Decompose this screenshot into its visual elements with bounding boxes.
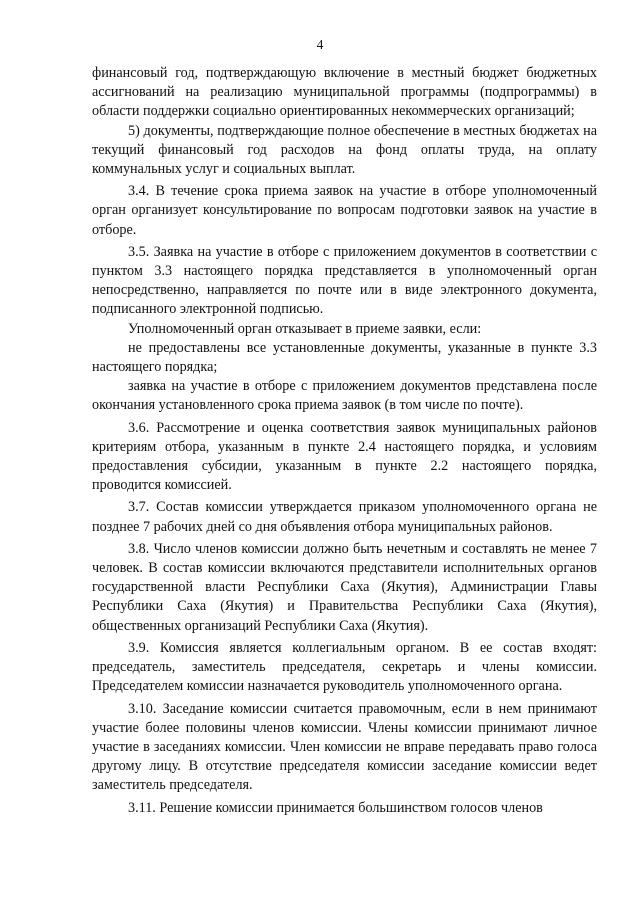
paragraph-3-10: 3.10. Заседание комиссии считается правомочным, если в нем принимают участие более половины членов комиссии. Члены комиссии принимают личное участие в заседаниях комиссии. Член комиссии не вправе передавать право голоса другому лицу. В отсутствие председателя комиссии заседание комиссии ведет заместитель председателя. [92,700,597,794]
page-number: 4 [316,37,324,52]
paragraph-3-9: 3.9. Комиссия является коллегиальным органом. В ее состав входят: председатель, заместитель председателя, секретарь и члены комиссии. Председателем комиссии назначается руководитель уполномоченного органа. [92,639,597,695]
paragraph-refusal-reason-1: не предоставлены все установленные документы, указанные в пункте 3.3 настоящего порядка; [92,339,597,376]
paragraph-refusal-intro: Уполномоченный орган отказывает в приеме заявки, если: [128,320,482,337]
paragraph-3-11: 3.11. Решение комиссии принимается большинством голосов членов [128,799,543,816]
paragraph-continuation: финансовый год, подтверждающую включение в местный бюджет бюджетных ассигнований на реализацию муниципальной программы (подпрограммы) в области поддержки социально ориентированных некоммерческих организаций; [92,65,597,120]
document-body [92,64,597,818]
paragraph-3-8: 3.8. Число членов комиссии должно быть нечетным и составлять не менее 7 человек. В состав комиссии включаются представители исполнительных органов государственной власти Республики Саха (Якутия), Администрации Главы Республики Саха (Якутия) и Правительства Республики Саха (Якутия), общественных организаций Республики Саха (Якутия). [92,540,597,634]
paragraph-item-5: 5) документы, подтверждающие полное обеспечение в местных бюджетах на текущий финансовый год расходов на фонд оплаты труда, на оплату коммунальных услуг и социальных выплат. [92,122,597,178]
paragraph-3-5: 3.5. Заявка на участие в отборе с приложением документов в соответствии с пунктом 3.3 настоящего порядка представляется в уполномоченный орган непосредственно, направляется по почте или в виде электронного документа, подписанного электронной подписью. [92,243,597,318]
paragraph-3-7: 3.7. Состав комиссии утверждается приказом уполномоченного органа не позднее 7 рабочих дней со дня объявления отбора муниципальных районов. [92,499,597,535]
paragraph-refusal-reason-2: заявка на участие в отборе с приложением документов представлена после окончания установленного срока приема заявок (в том числе по почте). [92,378,597,414]
paragraph-3-6: 3.6. Рассмотрение и оценка соответствия заявок муниципальных районов критериям отбора, указанным в пункте 2.4 настоящего порядка, и условиям предоставления субсидии, указанным в пункте 2.2 настоящего порядка, проводится комиссией. [92,419,597,494]
paragraph-3-4: 3.4. В течение срока приема заявок на участие в отборе уполномоченный орган организует консультирование по вопросам подготовки заявок на участие в отборе. [92,183,597,238]
